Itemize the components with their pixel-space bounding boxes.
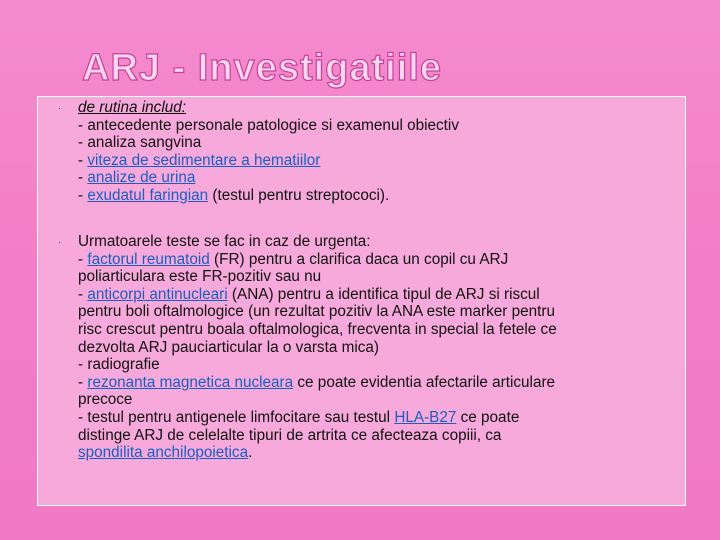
text-line: [78, 286, 688, 304]
text-prefix: -: [78, 250, 88, 268]
link-exudatul-faringian[interactable]: exudatul faringian: [87, 186, 209, 204]
list-item: - antecedente personale patologice si examenul obiectiv: [78, 116, 459, 134]
bullet-body: [78, 233, 688, 462]
link-anticorpi-antinucleari[interactable]: anticorpi antinucleari: [87, 285, 228, 303]
text-line: [78, 374, 688, 392]
text-suffix: ce poate: [456, 408, 520, 426]
text-line: precoce: [78, 391, 133, 409]
text-suffix: ce poate evidentia afectarile articulare: [293, 373, 556, 391]
text-suffix: .: [248, 444, 253, 462]
text-line: dezvolta ARJ pauciarticular la o varsta mica): [78, 338, 379, 356]
list-item-prefix: -: [78, 186, 88, 204]
text-prefix: - testul pentru antigenele limfocitare sau testul: [78, 408, 395, 426]
link-spondilita-anchilopoietica[interactable]: spondilita anchilopoietica: [78, 444, 249, 462]
text-line: distinge ARJ de celelalte tipuri de artrita ce afecteaza copiii, ca: [78, 426, 502, 444]
text-line: poliarticulara este FR-pozitiv sau nu: [78, 268, 322, 286]
link-factorul-reumatoid[interactable]: factorul reumatoid: [87, 250, 210, 268]
list-item: [78, 187, 688, 205]
text-line: risc crescut pentru boala oftalmologica, frecventa in special la fetele ce: [78, 320, 557, 338]
text-line: [78, 251, 688, 269]
bullet-heading: Urmatoarele teste se fac in caz de urgenta:: [78, 233, 371, 250]
bullet-heading: de rutina includ:: [78, 99, 186, 116]
text-suffix: (FR) pentru a clarifica daca un copil cu ARJ: [209, 250, 509, 268]
text-line: pentru boli oftalmologice (un rezultat pozitiv la ANA este marker pentru: [78, 303, 555, 321]
bullet-icon: ·: [58, 237, 61, 247]
list-item: [78, 152, 688, 170]
text-prefix: -: [78, 285, 88, 303]
link-viteza-sedimentare[interactable]: viteza de sedimentare a hematiilor: [87, 151, 321, 169]
slide-title: ARJ - Investigatiile: [82, 47, 442, 89]
bullet-body: [78, 99, 688, 205]
bullet-icon: ·: [58, 103, 61, 113]
text-prefix: -: [78, 373, 88, 391]
link-rezonanta-magnetica[interactable]: rezonanta magnetica nucleara: [87, 373, 294, 391]
text-line: - radiografie: [78, 356, 160, 374]
list-item-prefix: -: [78, 169, 88, 187]
text-suffix: (ANA) pentru a identifica tipul de ARJ si riscul: [227, 285, 540, 303]
list-item-suffix: (testul pentru streptococi).: [208, 186, 390, 204]
list-item: - analiza sangvina: [78, 134, 202, 152]
list-item-prefix: -: [78, 151, 88, 169]
link-analize-urina[interactable]: analize de urina: [87, 169, 196, 187]
text-line: [78, 444, 688, 462]
list-item: [78, 169, 688, 187]
link-hla-b27[interactable]: HLA-B27: [394, 408, 457, 426]
text-line: [78, 409, 688, 427]
